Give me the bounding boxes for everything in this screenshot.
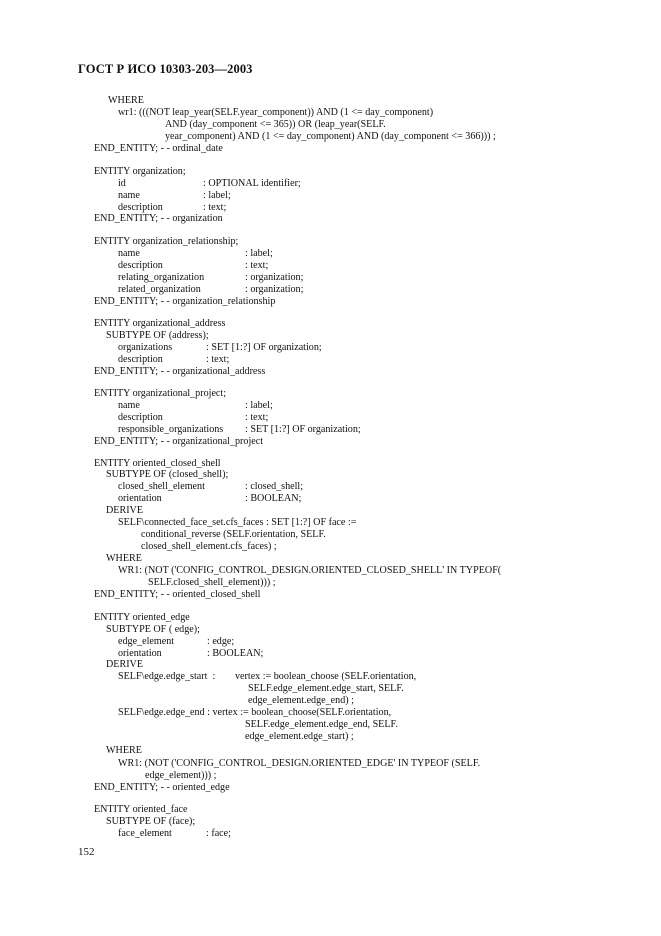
code-line-type: : label; bbox=[245, 400, 273, 411]
code-line: END_ENTITY; - - oriented_closed_shell bbox=[94, 589, 261, 600]
code-line-type: : face; bbox=[206, 828, 231, 839]
code-line-type: : organization; bbox=[245, 284, 304, 295]
code-line: wr1: (((NOT leap_year(SELF.year_component)) AND (1 <= day_component) bbox=[118, 107, 434, 118]
code-line: SELF.edge_element.edge_end, SELF. bbox=[245, 719, 398, 730]
code-line: SUBTYPE OF (closed_shell); bbox=[106, 469, 229, 480]
code-line: WR1: (NOT ('CONFIG_CONTROL_DESIGN.ORIENTED_CLOSED_SHELL' IN TYPEOF( bbox=[118, 565, 502, 576]
code-line: conditional_reverse (SELF.orientation, SELF. bbox=[141, 529, 326, 540]
code-line: WHERE bbox=[108, 95, 144, 106]
code-line-type: : text; bbox=[245, 412, 269, 423]
code-line-type: vertex := boolean_choose (SELF.orientation, bbox=[235, 671, 417, 682]
code-line: edge_element.edge_end) ; bbox=[248, 695, 354, 706]
code-line: ENTITY oriented_edge bbox=[94, 612, 190, 623]
page-number: 152 bbox=[78, 846, 95, 858]
code-line: ENTITY oriented_closed_shell bbox=[94, 458, 221, 469]
document-header: ГОСТ Р ИСО 10303-203—2003 bbox=[78, 62, 253, 76]
code-line: SUBTYPE OF ( edge); bbox=[106, 624, 200, 635]
code-line: SELF.edge_element.edge_start, SELF. bbox=[248, 683, 404, 694]
code-line: description bbox=[118, 260, 163, 271]
code-line: AND (day_component <= 365)) OR (leap_year(SELF. bbox=[165, 119, 386, 130]
code-line: END_ENTITY; - - ordinal_date bbox=[94, 143, 223, 154]
code-line: name bbox=[118, 400, 140, 411]
code-line: END_ENTITY; - - organization_relationship bbox=[94, 296, 276, 307]
code-line: END_ENTITY; - - organizational_address bbox=[94, 366, 266, 377]
code-line-type: : SET [1:?] OF organization; bbox=[206, 342, 322, 353]
code-line: description bbox=[118, 412, 163, 423]
code-line-type: : organization; bbox=[245, 272, 304, 283]
code-line: responsible_organizations bbox=[118, 424, 224, 435]
code-line: closed_shell_element bbox=[118, 481, 205, 492]
code-line: ENTITY organizational_project; bbox=[94, 388, 227, 399]
code-line-type: : text; bbox=[245, 260, 269, 271]
code-line: ENTITY organization; bbox=[94, 166, 186, 177]
code-line: year_component) AND (1 <= day_component) AND (day_component <= 366))) ; bbox=[165, 131, 496, 142]
code-line: ENTITY organization_relationship; bbox=[94, 236, 239, 247]
code-line: ENTITY organizational_address bbox=[94, 318, 226, 329]
code-line: END_ENTITY; - - oriented_edge bbox=[94, 782, 230, 793]
code-line-type: : closed_shell; bbox=[245, 481, 304, 492]
code-line: SUBTYPE OF (address); bbox=[106, 330, 209, 341]
code-line: name bbox=[118, 190, 140, 201]
code-line-type: : text; bbox=[206, 354, 230, 365]
code-line-type: : edge; bbox=[207, 636, 235, 647]
code-line: edge_element bbox=[118, 636, 175, 647]
code-line: SELF\edge.edge_start : bbox=[118, 671, 216, 682]
code-line: DERIVE bbox=[106, 659, 144, 670]
code-line: closed_shell_element.cfs_faces) ; bbox=[141, 541, 277, 552]
code-line-type: : OPTIONAL identifier; bbox=[203, 178, 301, 189]
code-line: WR1: (NOT ('CONFIG_CONTROL_DESIGN.ORIENTED_EDGE' IN TYPEOF (SELF. bbox=[118, 758, 481, 769]
code-line: relating_organization bbox=[118, 272, 205, 283]
code-line-type: : label; bbox=[203, 190, 231, 201]
code-line: orientation bbox=[118, 493, 162, 504]
code-line-type: : text; bbox=[203, 202, 227, 213]
code-line: id bbox=[118, 178, 126, 189]
code-line: SUBTYPE OF (face); bbox=[106, 816, 196, 827]
code-line: END_ENTITY; - - organization bbox=[94, 213, 223, 224]
code-line-type: : label; bbox=[245, 248, 273, 259]
code-line: face_element bbox=[118, 828, 172, 839]
code-line: edge_element))) ; bbox=[145, 770, 217, 781]
code-line: WHERE bbox=[106, 553, 142, 564]
code-line: edge_element.edge_start) ; bbox=[245, 731, 354, 742]
code-line: SELF\edge.edge_end : vertex := boolean_choose(SELF.orientation, bbox=[118, 707, 392, 718]
code-line: WHERE bbox=[106, 745, 142, 756]
code-line: description bbox=[118, 202, 163, 213]
code-line: description bbox=[118, 354, 163, 365]
code-line: orientation bbox=[118, 648, 162, 659]
code-line: related_organization bbox=[118, 284, 201, 295]
code-line: END_ENTITY; - - organizational_project bbox=[94, 436, 264, 447]
code-line: SELF\connected_face_set.cfs_faces : SET [1:?] OF face := bbox=[118, 517, 357, 528]
code-line: name bbox=[118, 248, 140, 259]
code-line: organizations bbox=[118, 342, 173, 353]
code-line: DERIVE bbox=[106, 505, 144, 516]
code-line: ENTITY oriented_face bbox=[94, 804, 188, 815]
code-line-type: : BOOLEAN; bbox=[207, 648, 264, 659]
code-line-type: : SET [1:?] OF organization; bbox=[245, 424, 361, 435]
code-line-type: : BOOLEAN; bbox=[245, 493, 302, 504]
code-line: SELF.closed_shell_element))) ; bbox=[148, 577, 276, 588]
